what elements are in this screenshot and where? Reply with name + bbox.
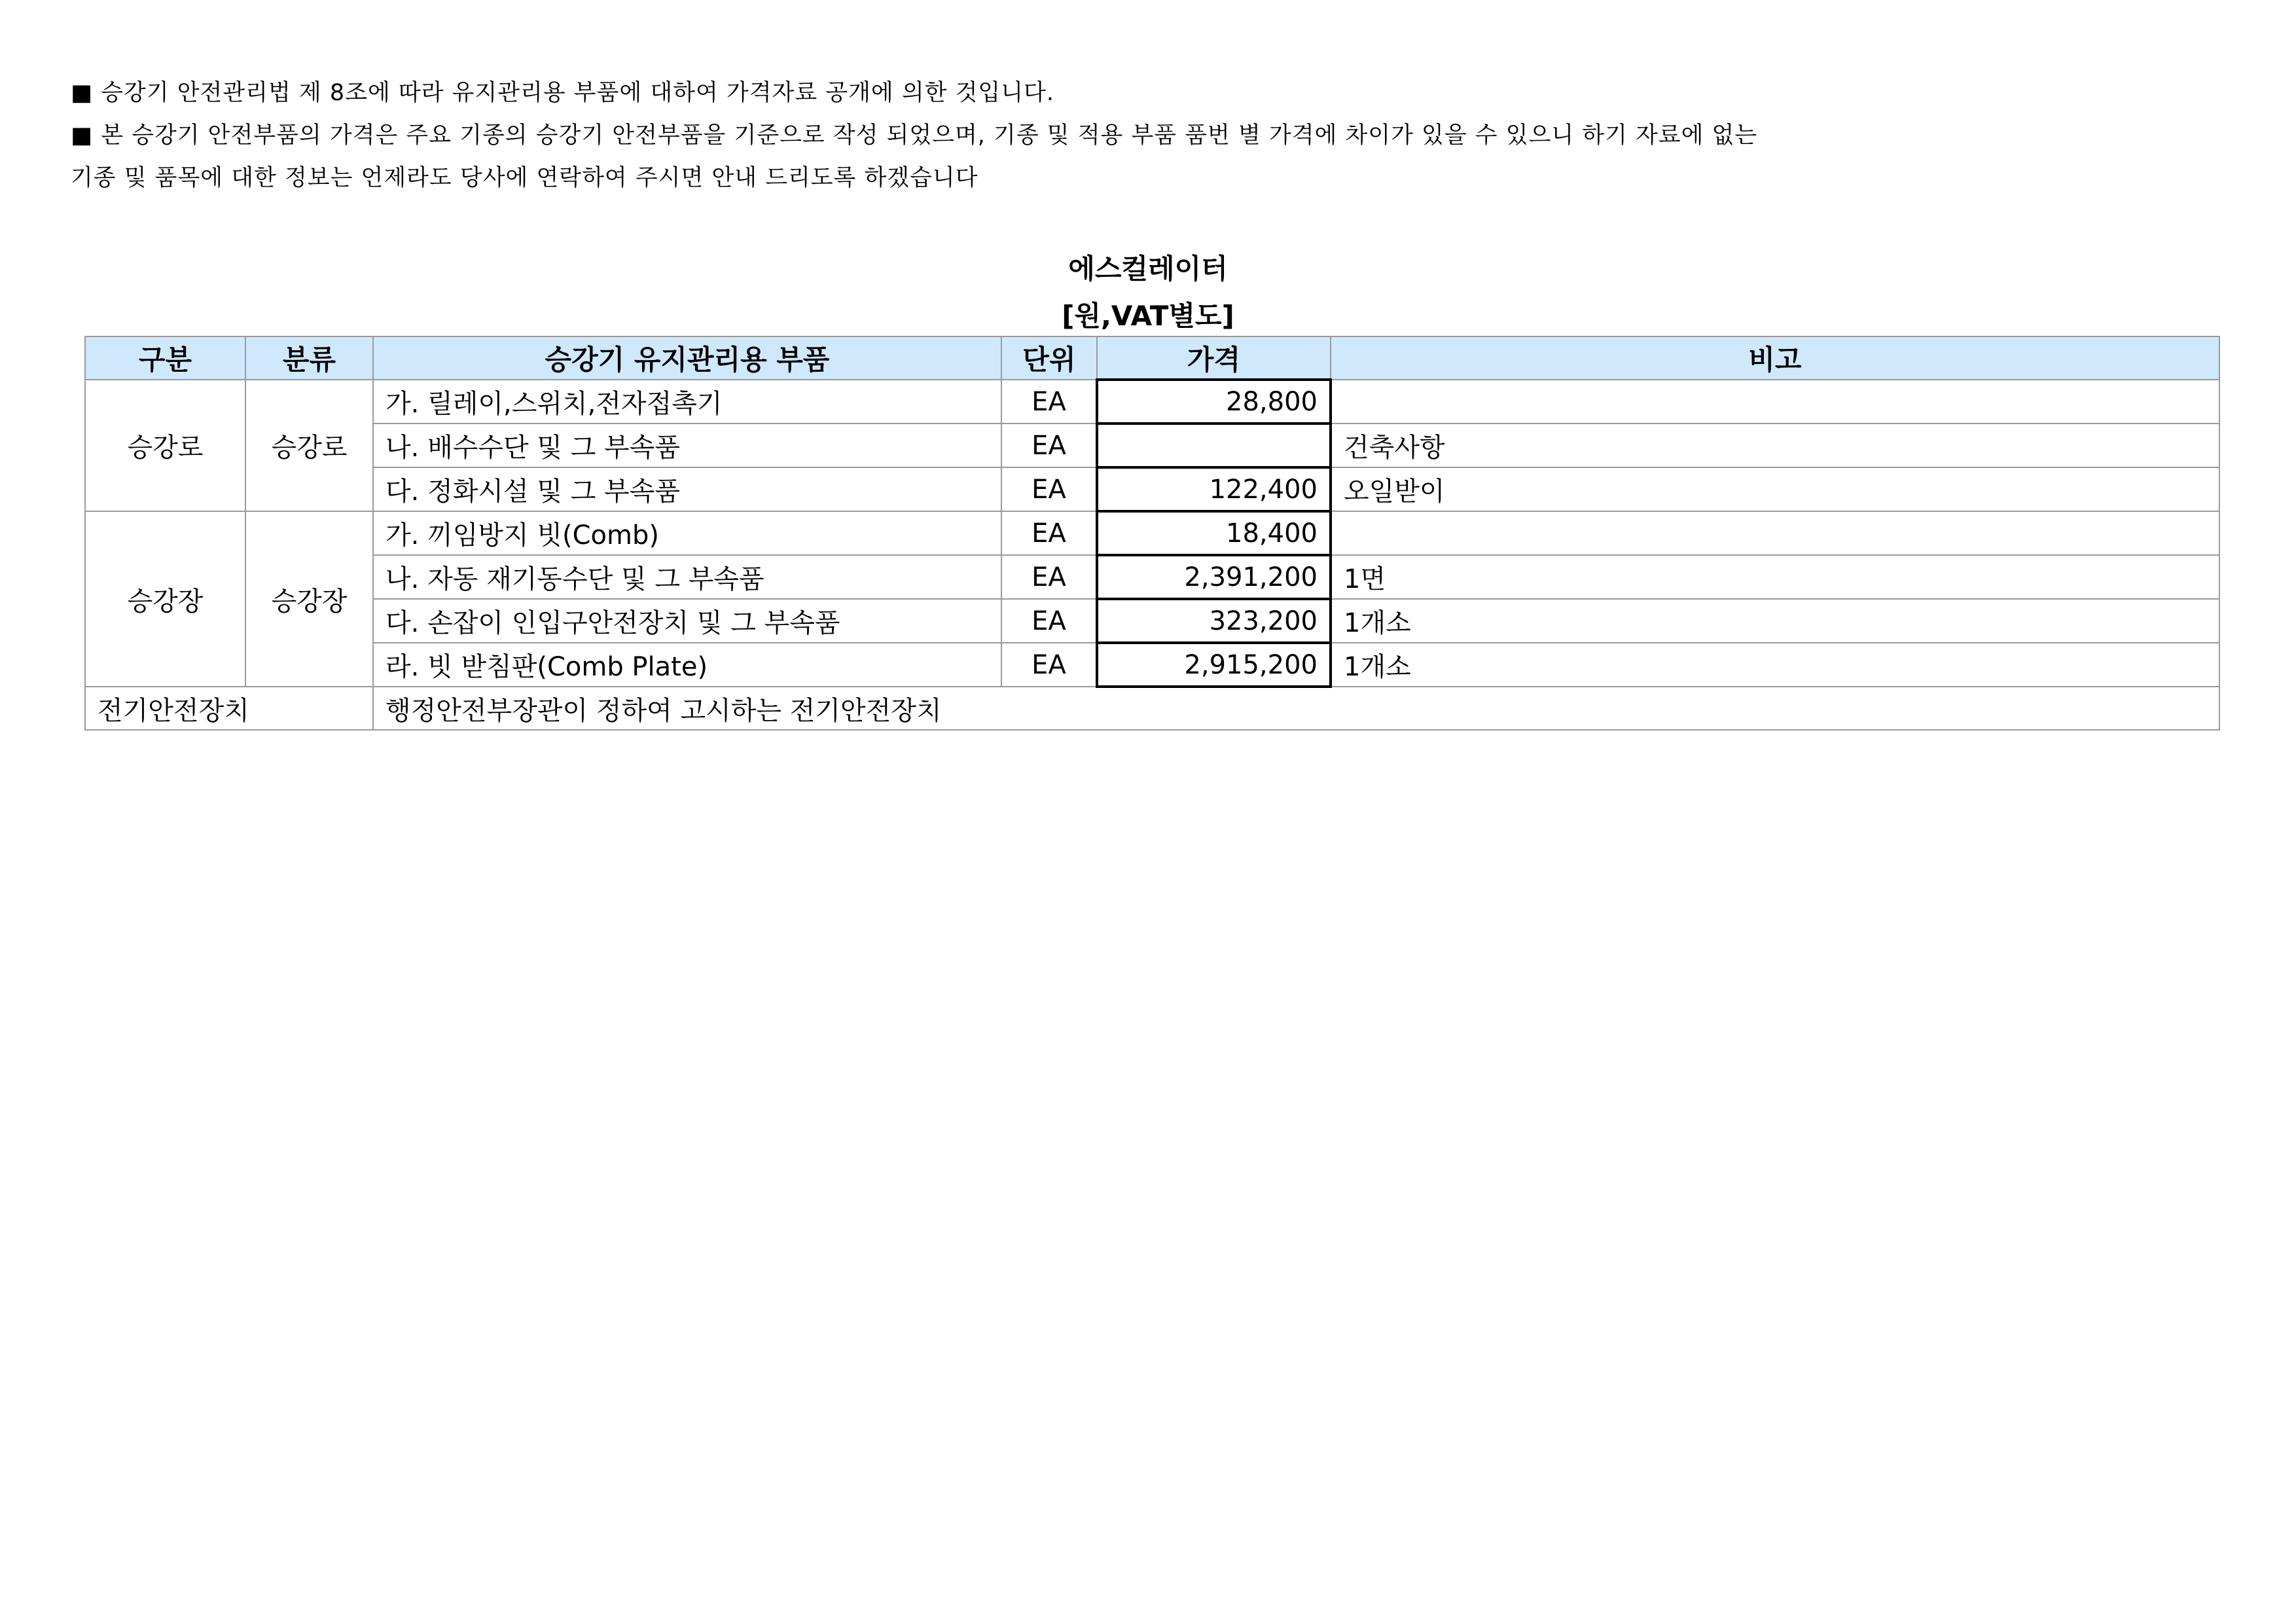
part-cell: 가. 끼임방지 빗(Comb) bbox=[373, 511, 1001, 555]
table-header-row bbox=[85, 336, 2219, 380]
part-cell: 가. 릴레이,스위치,전자접촉기 bbox=[373, 380, 1001, 424]
part-cell: 다. 손잡이 인입구안전장치 및 그 부속품 bbox=[373, 599, 1001, 643]
price-unit-note: [원,VAT별도] bbox=[1062, 300, 1234, 332]
table-row bbox=[85, 555, 2219, 599]
price-cell: 2,915,200 bbox=[1097, 643, 1331, 687]
category-cell: 승강장 bbox=[85, 511, 245, 687]
header-price: 가격 bbox=[1097, 336, 1331, 380]
notice-text bbox=[71, 72, 2034, 200]
table-row bbox=[85, 424, 2219, 467]
header-category: 구분 bbox=[85, 336, 245, 380]
remarks-cell: 오일받이 bbox=[1331, 467, 2219, 511]
notice-line-2: ■ 본 승강기 안전부품의 가격은 주요 기종의 승강기 안전부품을 기준으로 작성 되었으며, 기종 및 적용 부품 품번 별 가격에 차이가 있을 수 있으니 하기 자료에 없는 bbox=[71, 122, 1758, 149]
part-cell: 라. 빗 받침판(Comb Plate) bbox=[373, 643, 1001, 687]
part-cell: 나. 배수수단 및 그 부속품 bbox=[373, 424, 1001, 467]
table-row bbox=[85, 599, 2219, 643]
price-table bbox=[84, 336, 2220, 731]
unit-cell: EA bbox=[1001, 511, 1097, 555]
part-cell: 다. 정화시설 및 그 부속품 bbox=[373, 467, 1001, 511]
page-title: 에스컬레이터 bbox=[1068, 253, 1228, 285]
unit-cell: EA bbox=[1001, 555, 1097, 599]
notice-line-3: 기종 및 품목에 대한 정보는 언제라도 당사에 연락하여 주시면 안내 드리도록 하겠습니다 bbox=[71, 165, 978, 191]
table-row bbox=[85, 643, 2219, 687]
electrical-category-cell: 전기안전장치 bbox=[85, 687, 373, 730]
unit-cell: EA bbox=[1001, 467, 1097, 511]
remarks-cell: 1개소 bbox=[1331, 643, 2219, 687]
header-part: 승강기 유지관리용 부품 bbox=[373, 336, 1001, 380]
price-cell: 18,400 bbox=[1097, 511, 1331, 555]
unit-cell: EA bbox=[1001, 424, 1097, 467]
header-classification: 분류 bbox=[245, 336, 373, 380]
header-remarks: 비고 bbox=[1331, 336, 2219, 380]
classification-cell: 승강장 bbox=[245, 511, 373, 687]
unit-cell: EA bbox=[1001, 380, 1097, 424]
category-cell: 승강로 bbox=[85, 380, 245, 511]
unit-cell: EA bbox=[1001, 643, 1097, 687]
electrical-description-cell: 행정안전부장관이 정하여 고시하는 전기안전장치 bbox=[373, 687, 2219, 730]
unit-cell: EA bbox=[1001, 599, 1097, 643]
remarks-cell: 건축사항 bbox=[1331, 424, 2219, 467]
table-row bbox=[85, 511, 2219, 555]
price-cell: 323,200 bbox=[1097, 599, 1331, 643]
remarks-cell bbox=[1331, 511, 2219, 555]
table-row bbox=[85, 467, 2219, 511]
notice-line-1: ■ 승강기 안전관리법 제 8조에 따라 유지관리용 부품에 대하여 가격자료 공개에 의한 것입니다. bbox=[71, 80, 1054, 106]
price-cell bbox=[1097, 424, 1331, 467]
table-row bbox=[85, 380, 2219, 424]
remarks-cell: 1개소 bbox=[1331, 599, 2219, 643]
price-cell: 122,400 bbox=[1097, 467, 1331, 511]
table-row-electrical bbox=[85, 687, 2219, 730]
remarks-cell bbox=[1331, 380, 2219, 424]
price-cell: 2,391,200 bbox=[1097, 555, 1331, 599]
header-unit: 단위 bbox=[1001, 336, 1097, 380]
price-cell: 28,800 bbox=[1097, 380, 1331, 424]
classification-cell: 승강로 bbox=[245, 380, 373, 511]
remarks-cell: 1면 bbox=[1331, 555, 2219, 599]
part-cell: 나. 자동 재기동수단 및 그 부속품 bbox=[373, 555, 1001, 599]
